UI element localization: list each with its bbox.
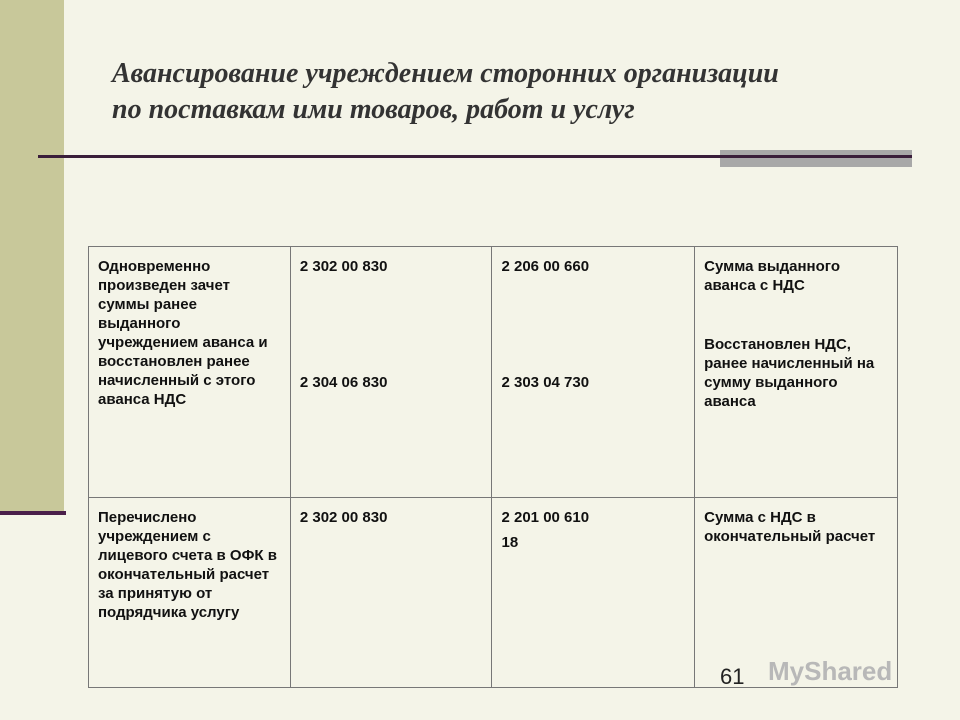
page-number: 61 [720, 664, 745, 689]
credit-cell [492, 498, 695, 688]
title-divider [38, 155, 720, 158]
accounting-entries-table [88, 246, 898, 688]
debit-account: 2 302 00 830 [299, 509, 388, 526]
debit-cell [290, 247, 492, 498]
table-row [89, 247, 898, 498]
title-divider-right [720, 155, 912, 158]
debit-account: 2 304 06 830 [299, 374, 388, 391]
title-line-2: по поставкам ими товаров, работ и услуг [112, 94, 635, 125]
note-text: Сумма с НДС в окончательный расчет [704, 509, 876, 545]
debit-account: 2 302 00 830 [299, 258, 388, 275]
slide-title [112, 56, 912, 128]
credit-account: 2 206 00 660 [501, 258, 590, 275]
debit-cell [290, 498, 492, 688]
credit-account: 2 303 04 730 [501, 374, 590, 391]
note-text: Восстановлен НДС, ранее начисленный на сумму выданного аванса [704, 336, 875, 410]
credit-subaccount: 18 [501, 534, 519, 551]
credit-cell [492, 247, 695, 498]
row-description: Одновременно произведен зачет суммы ранее выданного учреждением аванса и восстановлен ранее начисленный с этого аванса НДС [89, 247, 291, 498]
row-description: Перечислено учреждением с лицевого счета в ОФК в окончательный расчет за принятую от подрядчика услугу [89, 498, 291, 688]
note-text: Сумма выданного аванса с НДС [704, 258, 840, 294]
watermark-logo: MyShared [768, 656, 893, 686]
sidebar-decoration [0, 0, 64, 512]
title-accent-bar [720, 150, 912, 167]
title-line-1: Авансирование учреждением сторонних организации [112, 58, 779, 89]
note-cell [695, 247, 898, 498]
sidebar-divider [0, 511, 66, 515]
credit-account: 2 201 00 610 [501, 509, 590, 526]
